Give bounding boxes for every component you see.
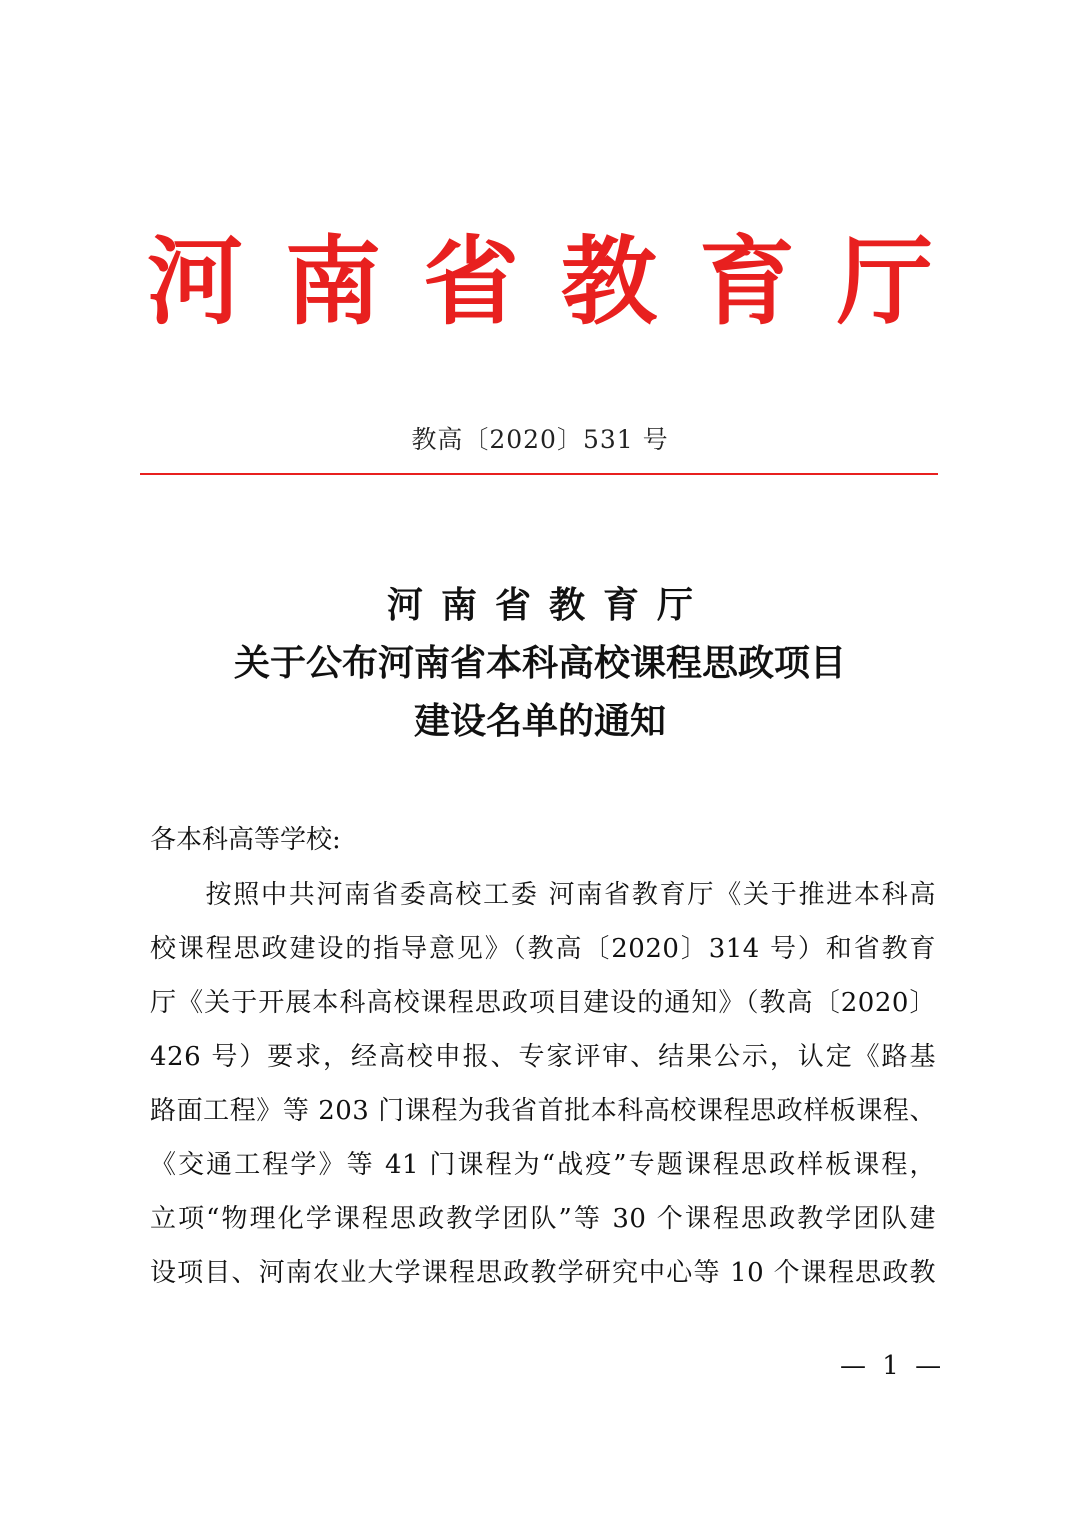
body-line: 厅《关于开展本科高校课程思政项目建设的通知》（教高〔2020〕 [150,988,936,1018]
page-number: — 1 — [840,1351,946,1381]
issuer-char: 育 [699,225,795,338]
salutation: 各本科高等学校: [150,825,341,855]
title-line: 关于公布河南省本科高校课程思政项目 [233,642,846,684]
issuer-char: 省 [423,225,519,338]
issuer-char: 南 [285,225,381,338]
body-line: 立项“物理化学课程思政教学团队”等 30 个课程思政教学团队建 [150,1204,936,1234]
title-line: 建设名单的通知 [413,700,666,742]
body-paragraph [150,868,936,1300]
body-line: 路面工程》等 203 门课程为我省首批本科高校课程思政样板课程、 [150,1096,936,1126]
issuer-header [140,222,940,342]
body-line: 《交通工程学》等 41 门课程为“战疫”专题课程思政样板课程， [150,1150,936,1180]
header-divider [140,473,938,475]
issuer-char: 厅 [837,225,933,338]
document-number: 教高〔2020〕531 号 [411,425,669,454]
body-line: 设项目、河南农业大学课程思政教学研究中心等 10 个课程思政教 [150,1258,936,1288]
body-line: 按照中共河南省委高校工委 河南省教育厅《关于推进本科高 [150,880,936,910]
issuer-char: 河 [147,225,243,338]
body-line: 校课程思政建设的指导意见》（教高〔2020〕314 号）和省教育 [150,934,936,964]
document-title [0,576,1080,750]
issuer-char: 教 [561,225,657,338]
title-line: 河南省教育厅 [386,584,711,626]
body-line: 426 号）要求，经高校申报、专家评审、结果公示，认定《路基 [150,1042,936,1072]
